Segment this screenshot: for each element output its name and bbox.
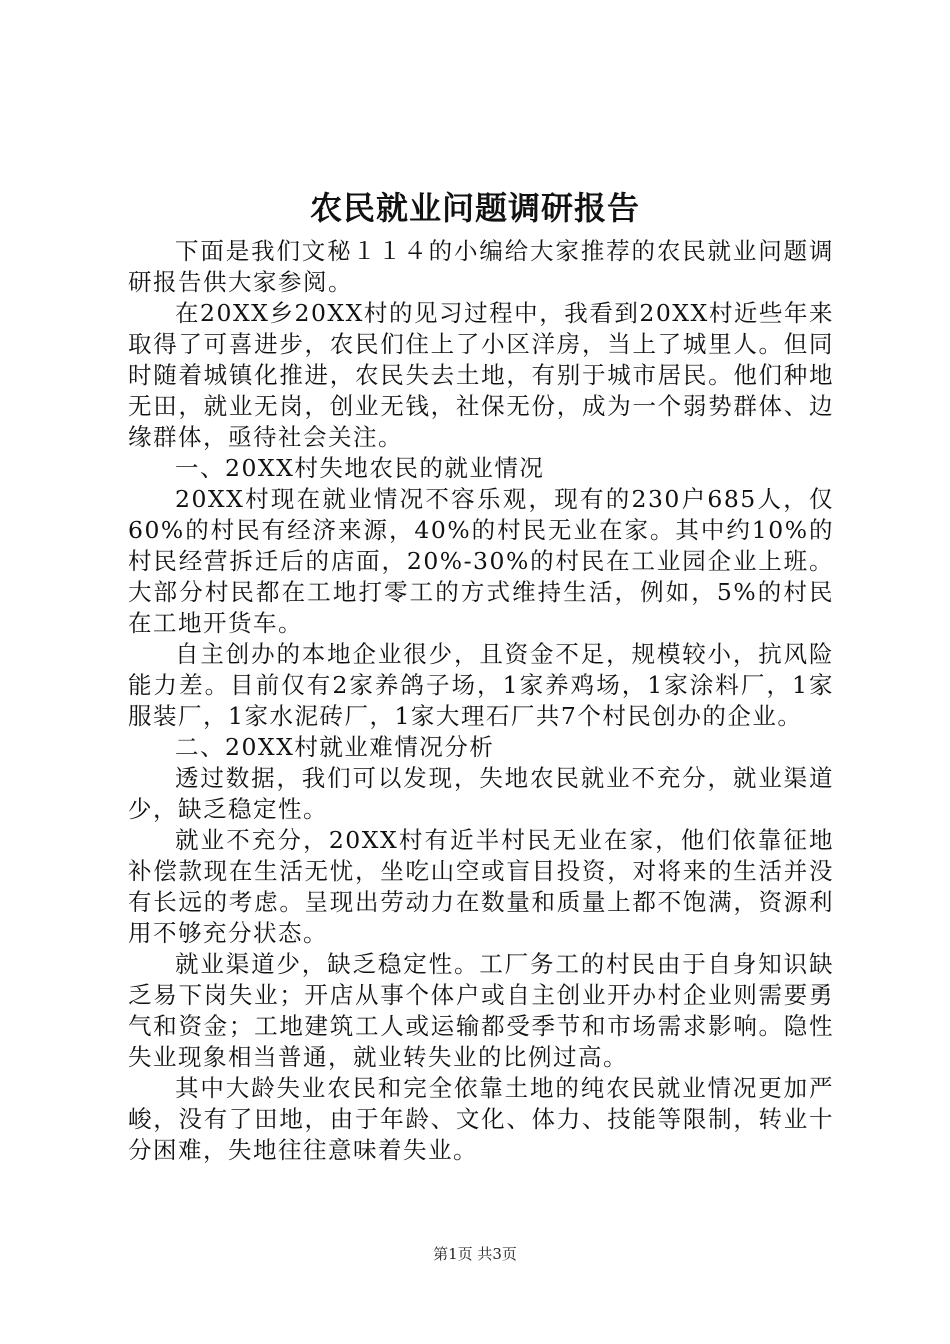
section-heading-2: 二、20XX村就业难情况分析	[175, 733, 495, 761]
older-farmers-paragraph: 其中大龄失业农民和完全依靠土地的纯农民就业情况更加严峻，没有了田地，由于年龄、文化、体力、技能等限制，转业十分困难，失地往往意味着失业。	[128, 1074, 834, 1164]
document-body	[128, 236, 834, 1166]
section-heading-1: 一、20XX村失地农民的就业情况	[175, 454, 545, 482]
background-paragraph: 在20XX乡20XX村的见习过程中，我看到20XX村近些年来取得了可喜进步，农民们住上了小区洋房，当上了城里人。但同时随着城镇化推进，农民失去土地，有别于城市居民。他们种地无田，就业无岗，创业无钱，社保无份，成为一个弱势群体、边缘群体，亟待社会关注。	[128, 299, 834, 451]
page-number-footer: 第1页 共3页	[433, 1245, 517, 1263]
intro-paragraph: 下面是我们文秘１１４的小编给大家推荐的农民就业问题调研报告供大家参阅。	[128, 237, 834, 296]
employment-status-paragraph: 20XX村现在就业情况不容乐观，现有的230户685人，仅60%的村民有经济来源，40%的村民无业在家。其中约10%的村民经营拆迁后的店面，20%-30%的村民在工业园企业上班。大部分村民都在工地打零工的方式维持生活，例如，5%的村民在工地开货车。	[128, 485, 834, 637]
local-enterprise-paragraph: 自主创办的本地企业很少，且资金不足，规模较小，抗风险能力差。目前仅有2家养鸽子场，1家养鸡场，1家涂料厂，1家服装厂，1家水泥砖厂，1家大理石厂共7个村民创办的企业。	[128, 640, 834, 730]
analysis-summary-paragraph: 透过数据，我们可以发现，失地农民就业不充分，就业渠道少，缺乏稳定性。	[128, 764, 834, 823]
insufficient-employment-paragraph: 就业不充分，20XX村有近半村民无业在家，他们依靠征地补偿款现在生活无忧，坐吃山空或盲目投资，对将来的生活并没有长远的考虑。呈现出劳动力在数量和质量上都不饱满，资源利用不够充分状态。	[128, 826, 834, 947]
document-title: 农民就业问题调研报告	[309, 189, 640, 227]
few-channels-paragraph: 就业渠道少，缺乏稳定性。工厂务工的村民由于自身知识缺乏易下岗失业；开店从事个体户或自主创业开办村企业则需要勇气和资金；工地建筑工人或运输都受季节和市场需求影响。隐性失业现象相当普通，就业转失业的比例过高。	[128, 950, 834, 1071]
